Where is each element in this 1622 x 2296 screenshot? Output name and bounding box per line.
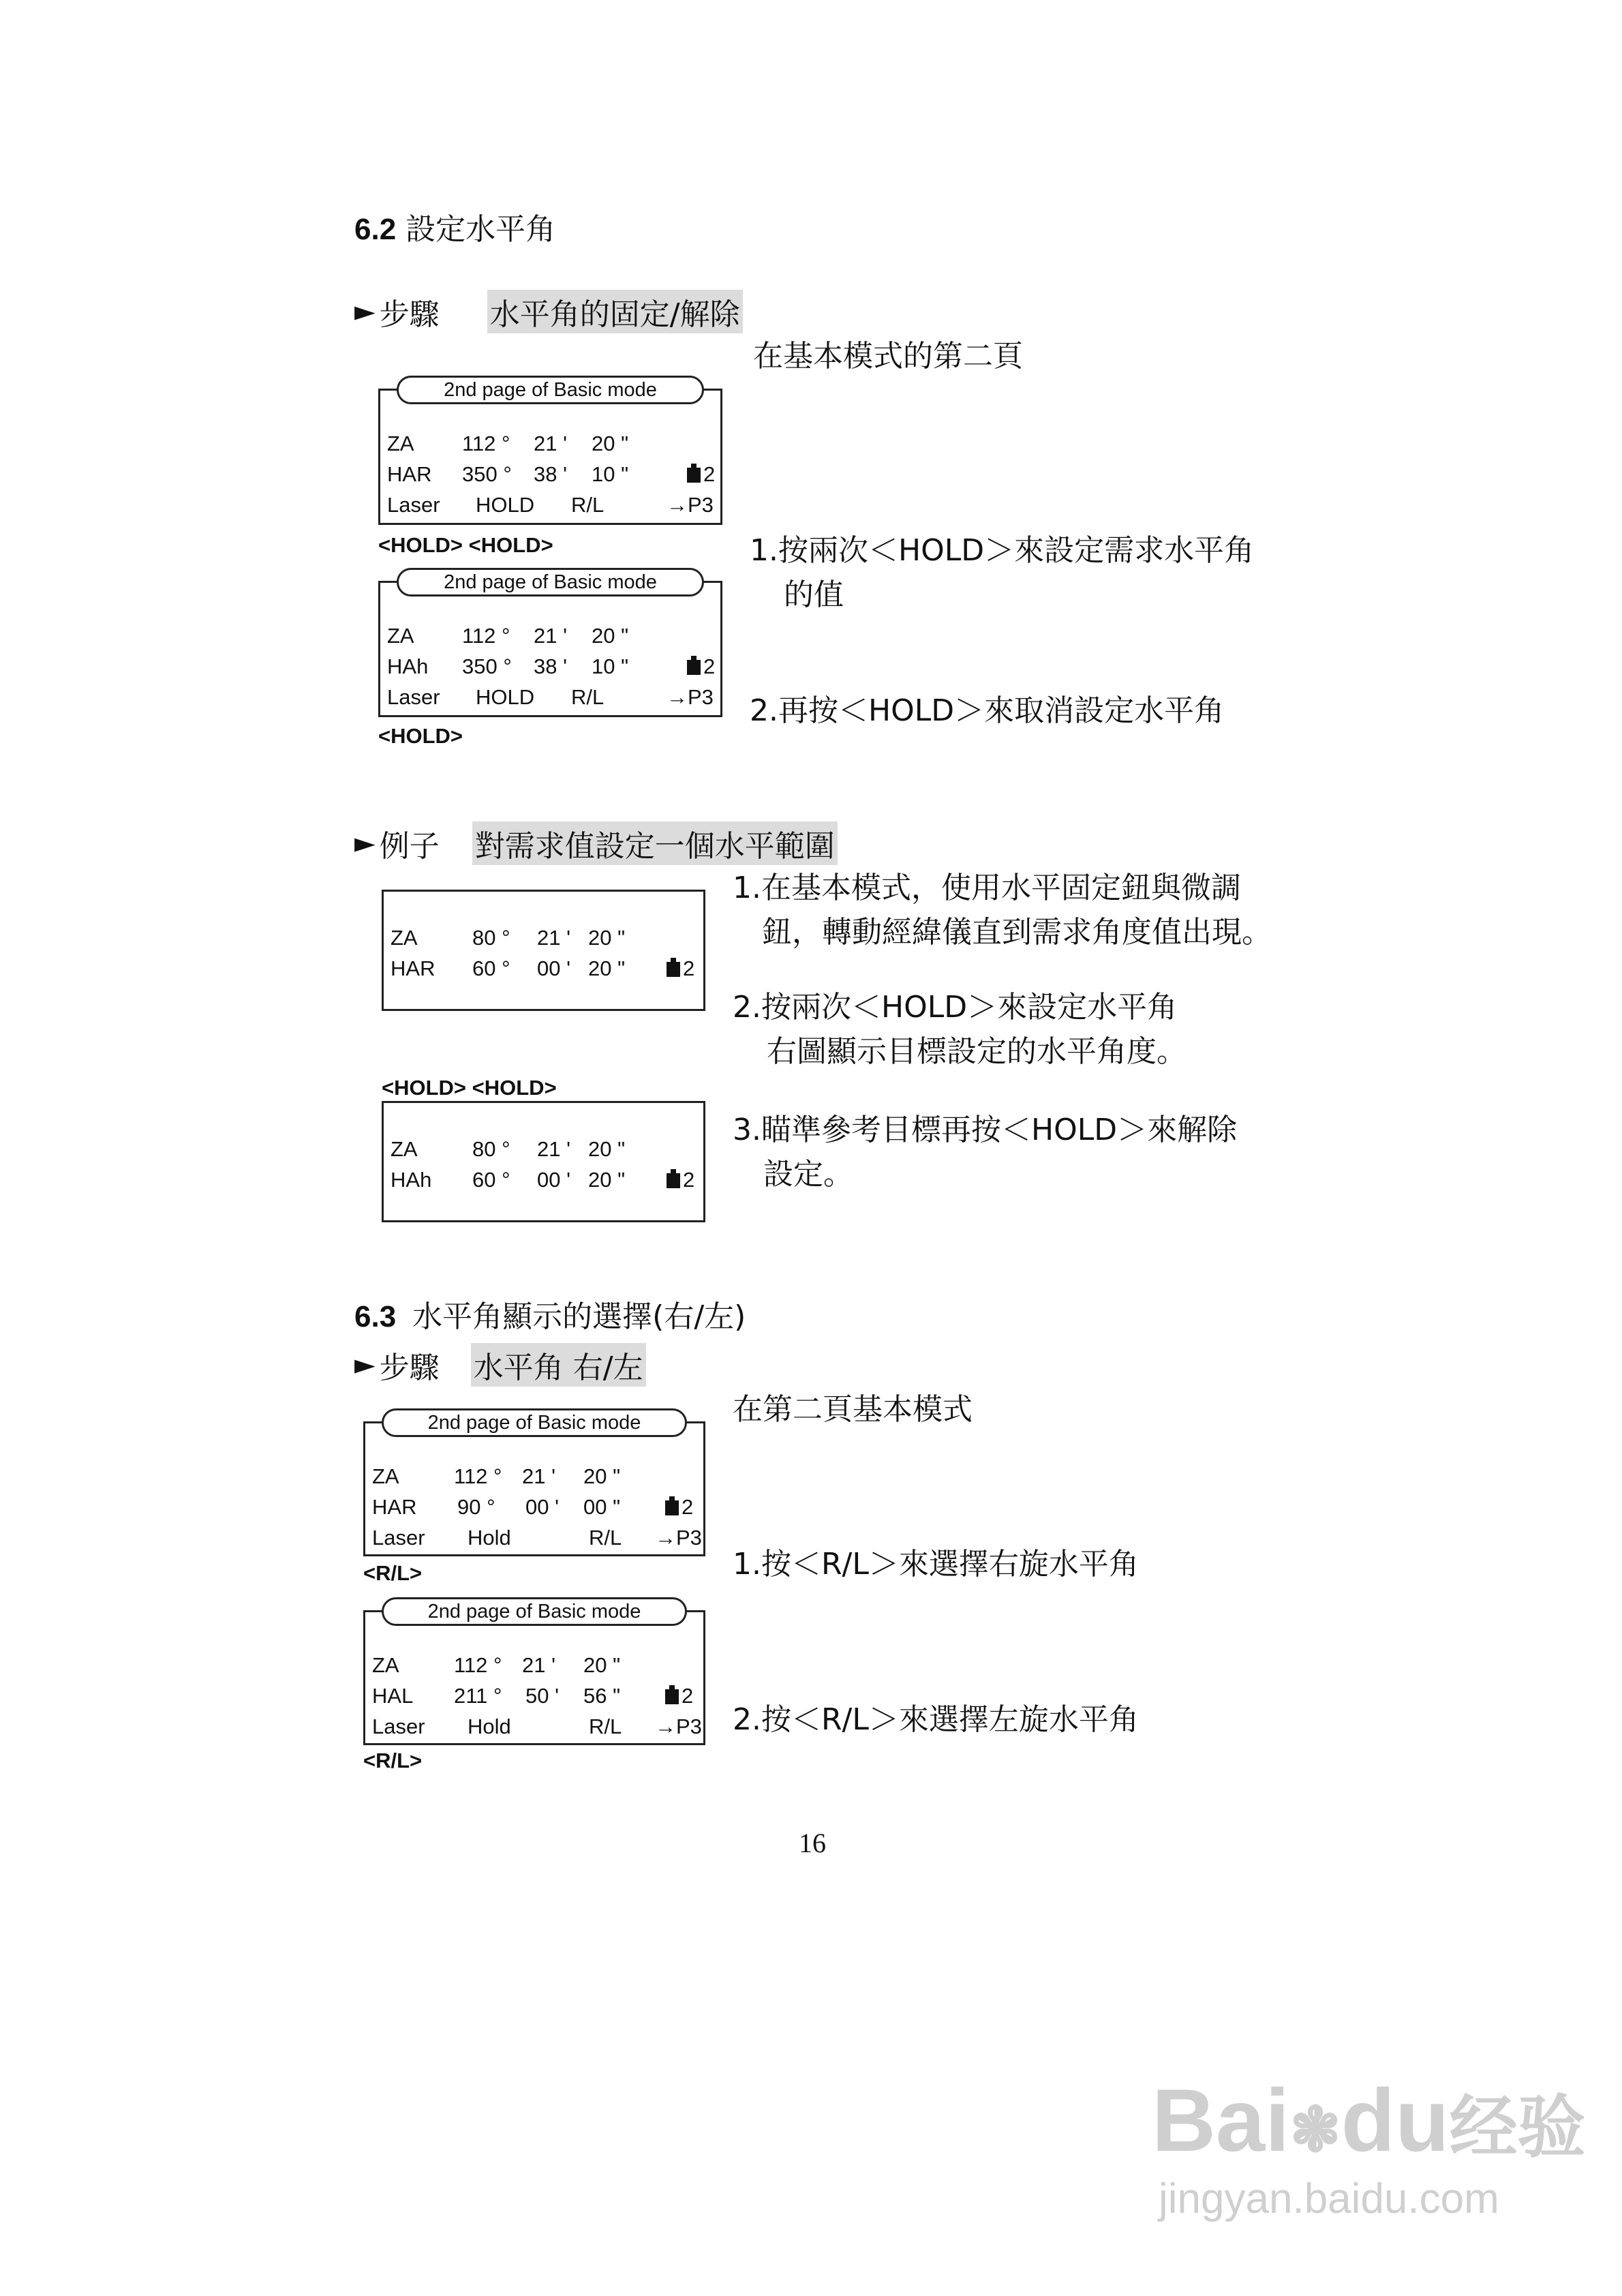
section-6-3-heading — [354, 1292, 746, 1335]
step2-intro: 在第二頁基本模式 — [733, 1392, 973, 1427]
example-item-1-cont: 鈕，轉動經緯儀直到需求角度值出現。 — [762, 915, 1272, 950]
example-highlight: 對需求值設定一個水平範圍 — [472, 821, 838, 865]
battery-icon — [667, 1173, 680, 1188]
triangle-marker-icon: ► — [354, 828, 376, 859]
example-item-1: 1.在基本模式，使用水平固定鈕與微調 — [733, 871, 1241, 905]
battery-icon — [667, 962, 680, 977]
lcd-example-screen-1: ZA 80 ° 21 ' 20 " HAR 60 ° 00 ' 20 " 2 — [382, 890, 705, 1011]
section-number: 6.2 — [354, 213, 397, 246]
key-sequence-2: <HOLD> — [378, 724, 463, 748]
watermark-url: jingyan.baidu.com — [1159, 2175, 1499, 2222]
watermark-logo: Bai❃du经验 — [1152, 2070, 1586, 2170]
step-item-1-cont: 的值 — [784, 577, 844, 612]
lcd-screen-3: 2nd page of Basic mode ZA 112 ° 21 ' 20 " HAR 90 ° 00 ' 00 " 2 Laser Hold R/L →P3 — [363, 1421, 705, 1556]
step2-item-1: 1.按＜R/L＞來選擇右旋水平角 — [733, 1547, 1139, 1582]
lcd-title: 2nd page of Basic mode — [397, 376, 704, 404]
step-item-1: 1.按兩次＜HOLD＞來設定需求水平角 — [750, 533, 1255, 568]
example-item-2-cont: 右圖顯示目標設定的水平角度。 — [767, 1034, 1187, 1069]
key-sequence-4: <R/L> — [363, 1749, 423, 1772]
section-title: 水平角顯示的選擇(右/左) — [412, 1299, 746, 1334]
page-number: 16 — [799, 1828, 826, 1858]
step-label: 步驟 — [379, 1350, 440, 1385]
lcd-screen-4: 2nd page of Basic mode ZA 112 ° 21 ' 20 " HAL 211 ° 50 ' 56 " 2 Laser Hold R/L →P3 — [363, 1610, 705, 1745]
step-heading-2 — [354, 1343, 646, 1387]
battery-icon — [665, 1689, 679, 1704]
step-label: 步驟 — [379, 297, 440, 332]
lcd-title: 2nd page of Basic mode — [397, 568, 704, 596]
step-intro: 在基本模式的第二頁 — [753, 339, 1023, 374]
paw-icon: ❃ — [1289, 2096, 1341, 2164]
lcd-screen-2: 2nd page of Basic mode ZA 112 ° 21 ' 20 " HAh 350 ° 38 ' 10 " 2 Laser HOLD R/L →P3 — [378, 581, 722, 717]
example-label: 例子 — [379, 829, 440, 864]
lcd-example-screen-2: ZA 80 ° 21 ' 20 " HAh 60 ° 00 ' 20 " 2 — [382, 1101, 705, 1222]
example-item-3: 3.瞄準參考目標再按＜HOLD＞來解除 — [733, 1113, 1238, 1147]
triangle-marker-icon: ► — [354, 296, 376, 327]
key-sequence-1: <HOLD> <HOLD> — [378, 533, 553, 557]
key-sequence-example: <HOLD> <HOLD> — [382, 1076, 557, 1100]
step-highlight: 水平角的固定/解除 — [487, 290, 743, 333]
step-item-2: 2.再按＜HOLD＞來取消設定水平角 — [750, 693, 1225, 728]
lcd-screen-1: 2nd page of Basic mode ZA 112 ° 21 ' 20 " HAR 350 ° 38 ' 10 " 2 Laser HOLD R/L →P3 — [378, 389, 722, 525]
section-6-2-heading — [354, 205, 555, 248]
section-title: 設定水平角 — [406, 212, 556, 247]
example-item-2: 2.按兩次＜HOLD＞來設定水平角 — [733, 990, 1178, 1025]
example-heading — [354, 821, 838, 865]
triangle-marker-icon: ► — [354, 1349, 376, 1380]
lcd-title: 2nd page of Basic mode — [382, 1408, 687, 1437]
step2-item-2: 2.按＜R/L＞來選擇左旋水平角 — [733, 1702, 1139, 1737]
battery-icon — [687, 468, 701, 483]
key-sequence-3: <R/L> — [363, 1561, 423, 1585]
battery-icon — [687, 660, 701, 675]
example-item-3-cont: 設定。 — [763, 1157, 853, 1192]
lcd-title: 2nd page of Basic mode — [382, 1597, 687, 1626]
section-number: 6.3 — [354, 1300, 397, 1333]
step-heading — [354, 290, 743, 333]
battery-icon — [665, 1500, 679, 1515]
step-highlight: 水平角 右/左 — [471, 1343, 646, 1387]
